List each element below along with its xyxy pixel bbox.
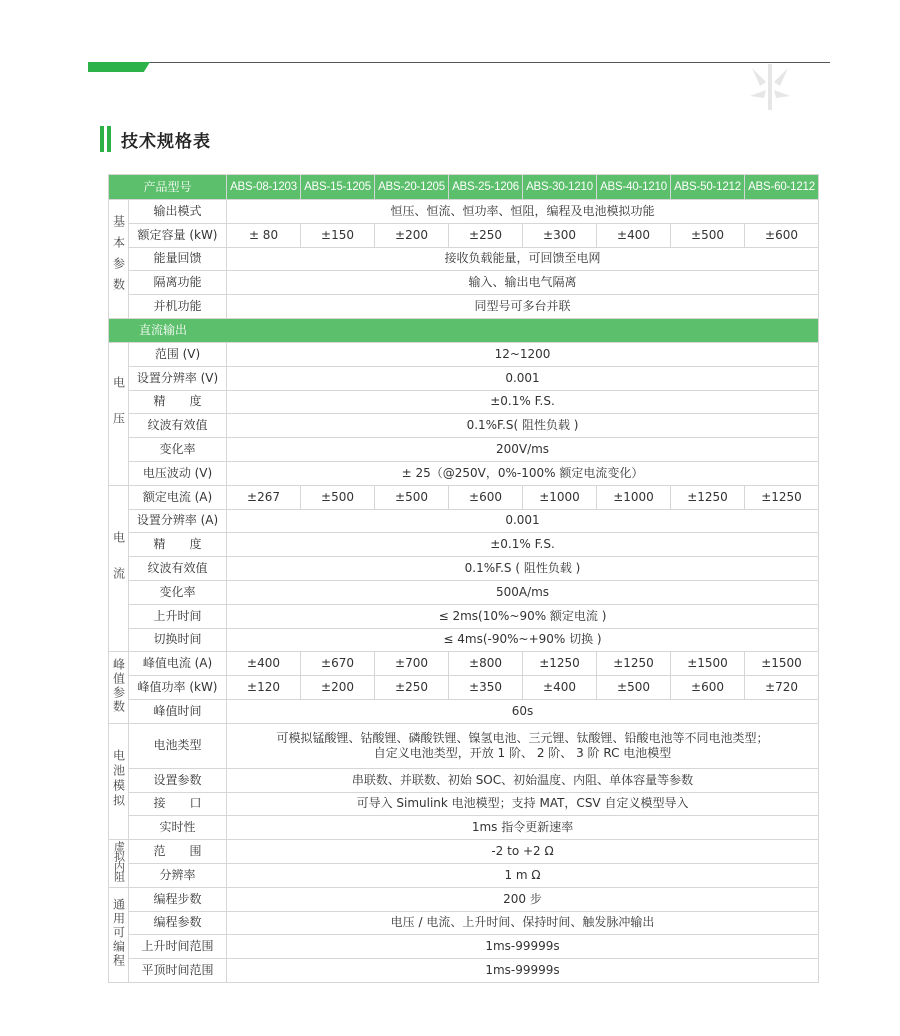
row-value: 1ms 指令更新速率	[227, 816, 819, 840]
row-value: ±670	[301, 652, 375, 676]
row-label: 变化率	[129, 438, 227, 462]
watermark-logo-icon	[742, 62, 798, 112]
model-name: ABS-15-1205	[301, 175, 375, 200]
row-value: 电压 / 电流、上升时间、保持时间、触发脉冲输出	[227, 911, 819, 935]
row-value: ±500	[597, 676, 671, 700]
row-value: -2 to +2 Ω	[227, 840, 819, 864]
table-row	[109, 438, 819, 462]
category-basic: 基本参数	[109, 200, 129, 319]
row-value: ±350	[449, 676, 523, 700]
row-label: 峰值功率 (kW)	[129, 676, 227, 700]
table-row	[109, 509, 819, 533]
row-label: 能量回馈	[129, 247, 227, 271]
row-value: 1ms-99999s	[227, 935, 819, 959]
row-value: ±1000	[597, 485, 671, 509]
row-value: 200 步	[227, 887, 819, 911]
row-value: 500A/ms	[227, 580, 819, 604]
table-row	[109, 342, 819, 366]
row-value: ±1000	[523, 485, 597, 509]
row-label: 电池类型	[129, 723, 227, 768]
model-name: ABS-60-1212	[745, 175, 819, 200]
row-value: 0.1%F.S ( 阻性负载 )	[227, 557, 819, 581]
table-row	[109, 390, 819, 414]
row-label: 额定电流 (A)	[129, 485, 227, 509]
row-label: 隔离功能	[129, 271, 227, 295]
row-value: 0.001	[227, 366, 819, 390]
row-label: 范 围	[129, 840, 227, 864]
table-row	[109, 723, 819, 768]
row-label: 纹波有效值	[129, 414, 227, 438]
model-name: ABS-50-1212	[671, 175, 745, 200]
row-value: ±250	[375, 676, 449, 700]
row-value: ±400	[523, 676, 597, 700]
section-row-dc-output	[109, 318, 819, 342]
row-value-line: 自定义电池类型，开放 1 阶、 2 阶、 3 阶 RC 电池模型	[373, 745, 672, 760]
table-row	[109, 223, 819, 247]
row-label: 并机功能	[129, 295, 227, 319]
category-current: 电流	[109, 485, 129, 652]
row-value: ±150	[301, 223, 375, 247]
row-value: 输入、输出电气隔离	[227, 271, 819, 295]
row-value: ≤ 4ms(-90%~+90% 切换 )	[227, 628, 819, 652]
row-value: ±800	[449, 652, 523, 676]
row-label: 平顶时间范围	[129, 959, 227, 983]
row-value: 60s	[227, 699, 819, 723]
row-value: ±600	[449, 485, 523, 509]
row-value: ±267	[227, 485, 301, 509]
row-label: 变化率	[129, 580, 227, 604]
row-value: ±1250	[597, 652, 671, 676]
table-row	[109, 863, 819, 887]
row-label: 设置分辨率 (V)	[129, 366, 227, 390]
row-label: 设置参数	[129, 768, 227, 792]
top-rule	[88, 62, 830, 63]
row-value: ±200	[375, 223, 449, 247]
table-row	[109, 414, 819, 438]
row-value: ±400	[227, 652, 301, 676]
table-row	[109, 935, 819, 959]
table-row	[109, 840, 819, 864]
row-label: 上升时间范围	[129, 935, 227, 959]
row-label: 纹波有效值	[129, 557, 227, 581]
model-name: ABS-40-1210	[597, 175, 671, 200]
table-row	[109, 247, 819, 271]
row-value: ±1250	[671, 485, 745, 509]
row-label: 切换时间	[129, 628, 227, 652]
table-row	[109, 485, 819, 509]
row-label: 设置分辨率 (A)	[129, 509, 227, 533]
table-row	[109, 580, 819, 604]
model-name: ABS-30-1210	[523, 175, 597, 200]
table-row	[109, 295, 819, 319]
row-label: 峰值电流 (A)	[129, 652, 227, 676]
row-label: 编程参数	[129, 911, 227, 935]
spec-table	[108, 174, 819, 983]
table-row	[109, 604, 819, 628]
category-programming: 通用可编程	[109, 887, 129, 982]
row-value: 0.1%F.S( 阻性负载 )	[227, 414, 819, 438]
row-value: ± 80	[227, 223, 301, 247]
section-label: 直流输出	[109, 318, 819, 342]
row-value: ±1500	[671, 652, 745, 676]
row-value: 可导入 Simulink 电池模型；支持 MAT，CSV 自定义模型导入	[227, 792, 819, 816]
row-value: ±600	[745, 223, 819, 247]
row-value: ±1250	[745, 485, 819, 509]
title-marker-icon	[100, 126, 111, 152]
row-label: 峰值时间	[129, 699, 227, 723]
row-value: ±1500	[745, 652, 819, 676]
row-value: 12~1200	[227, 342, 819, 366]
row-value: ± 25（@250V，0%-100% 额定电流变化）	[227, 461, 819, 485]
row-value: ±200	[301, 676, 375, 700]
table-row	[109, 200, 819, 224]
table-row	[109, 792, 819, 816]
category-peak: 峰值参数	[109, 652, 129, 723]
model-name: ABS-08-1203	[227, 175, 301, 200]
row-value: ±500	[375, 485, 449, 509]
row-value-line: 可模拟锰酸锂、钴酸锂、磷酸铁锂、镍氢电池、三元锂、钛酸锂、铅酸电池等不同电池类型；	[276, 730, 769, 745]
row-value: ±500	[671, 223, 745, 247]
table-row	[109, 911, 819, 935]
table-row	[109, 816, 819, 840]
row-value: ±0.1% F.S.	[227, 533, 819, 557]
table-row	[109, 461, 819, 485]
model-name: ABS-25-1206	[449, 175, 523, 200]
table-row	[109, 366, 819, 390]
table-row	[109, 887, 819, 911]
page-title: 技术规格表	[121, 131, 211, 152]
row-value: ±120	[227, 676, 301, 700]
table-row	[109, 699, 819, 723]
table-row	[109, 652, 819, 676]
category-resistance: 虚拟内阻	[109, 840, 129, 888]
row-value: ±600	[671, 676, 745, 700]
header-label: 产品型号	[109, 175, 227, 200]
row-value: ±1250	[523, 652, 597, 676]
row-value: ±300	[523, 223, 597, 247]
table-row	[109, 768, 819, 792]
row-label: 分辨率	[129, 863, 227, 887]
row-label: 精 度	[129, 533, 227, 557]
row-value: 接收负载能量，可回馈至电网	[227, 247, 819, 271]
header-row	[109, 175, 819, 200]
row-label: 接 口	[129, 792, 227, 816]
row-value: ±700	[375, 652, 449, 676]
table-row	[109, 628, 819, 652]
row-value: ±0.1% F.S.	[227, 390, 819, 414]
model-name: ABS-20-1205	[375, 175, 449, 200]
row-label: 编程步数	[129, 887, 227, 911]
row-value: ±400	[597, 223, 671, 247]
table-row	[109, 959, 819, 983]
row-value	[227, 723, 819, 768]
row-value: 同型号可多台并联	[227, 295, 819, 319]
row-label: 上升时间	[129, 604, 227, 628]
row-value: ±720	[745, 676, 819, 700]
row-label: 额定容量 (kW)	[129, 223, 227, 247]
row-value: 0.001	[227, 509, 819, 533]
row-label: 输出模式	[129, 200, 227, 224]
row-value: 1 m Ω	[227, 863, 819, 887]
row-value: 恒压、恒流、恒功率、恒阻，编程及电池模拟功能	[227, 200, 819, 224]
category-battery: 电池模拟	[109, 723, 129, 839]
row-value: 1ms-99999s	[227, 959, 819, 983]
row-value: ±250	[449, 223, 523, 247]
row-label: 精 度	[129, 390, 227, 414]
row-value: ≤ 2ms(10%~90% 额定电流 )	[227, 604, 819, 628]
row-value: 串联数、并联数、初始 SOC、初始温度、内阻、单体容量等参数	[227, 768, 819, 792]
table-row	[109, 271, 819, 295]
table-row	[109, 557, 819, 581]
row-label: 实时性	[129, 816, 227, 840]
category-voltage: 电压	[109, 342, 129, 485]
row-label: 电压波动 (V)	[129, 461, 227, 485]
table-row	[109, 533, 819, 557]
table-row	[109, 676, 819, 700]
row-label: 范围 (V)	[129, 342, 227, 366]
row-value: ±500	[301, 485, 375, 509]
section-title	[100, 126, 211, 152]
row-value: 200V/ms	[227, 438, 819, 462]
top-accent-bar	[88, 62, 150, 72]
